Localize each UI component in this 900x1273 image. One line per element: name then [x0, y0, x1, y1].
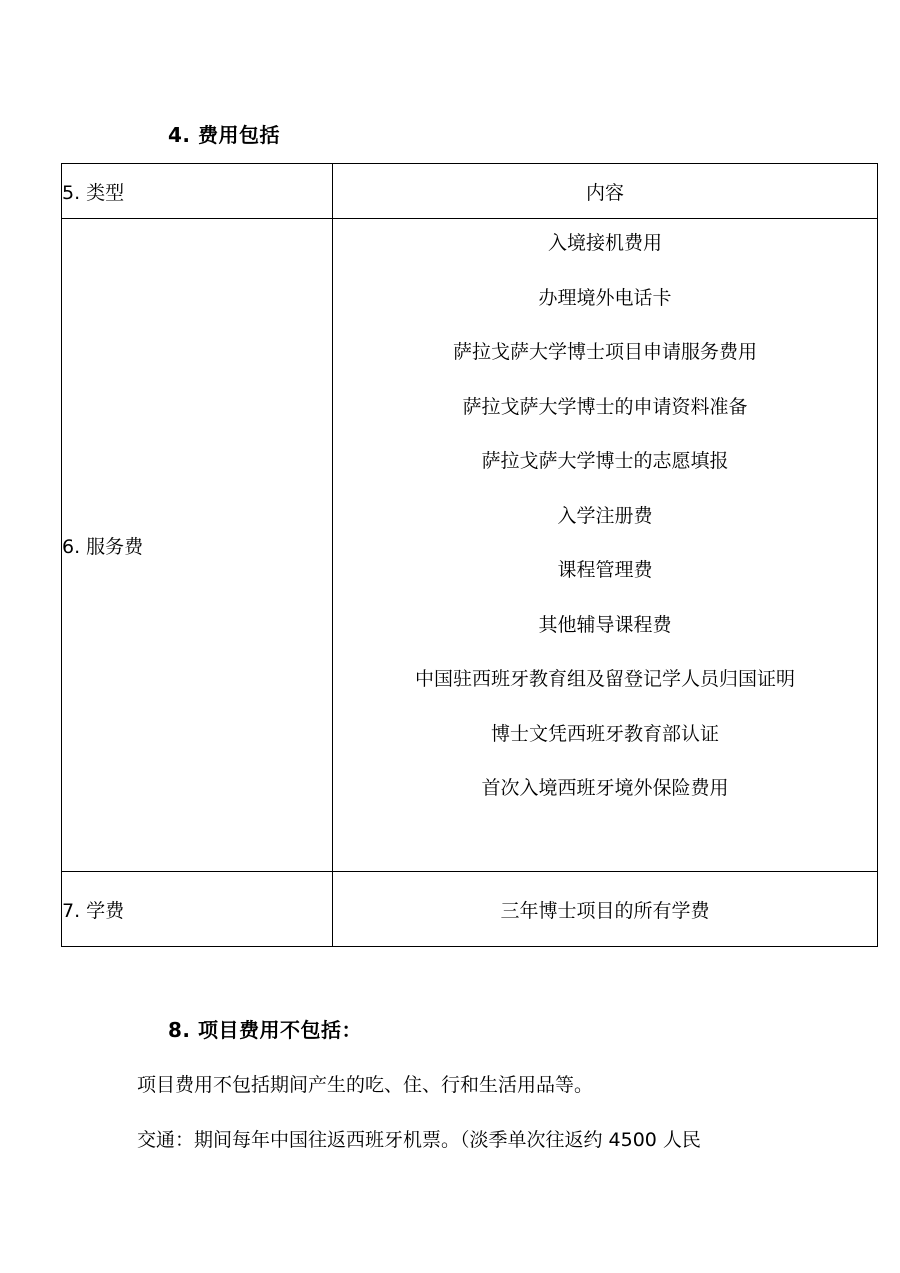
- list-item: 中国驻西班牙教育组及留登记学人员归国证明: [414, 668, 795, 690]
- list-item: 萨拉戈萨大学博士的志愿填报: [481, 450, 729, 472]
- tuition-type-cell: 7. 学费: [62, 872, 333, 947]
- header-content-cell: 内容: [333, 164, 878, 219]
- header-type-cell: 5. 类型: [62, 164, 333, 219]
- section-heading-fee-excluded: 8. 项目费用不包括：: [168, 1018, 362, 1042]
- list-item: 首次入境西班牙境外保险费用: [481, 777, 729, 799]
- table-header-row: [62, 164, 878, 219]
- list-item: 入学注册费: [557, 504, 653, 527]
- service-fee-item-list: [333, 219, 877, 831]
- paragraph-excluded-transport: 交通：期间每年中国往返西班牙机票。（淡季单次往返约 4500 人民: [137, 1129, 701, 1151]
- list-item: 入境接机费用: [547, 232, 662, 254]
- tuition-content-cell: 三年博士项目的所有学费: [333, 872, 878, 947]
- table-row-service-fee: [62, 219, 878, 872]
- service-fee-type-cell: 6. 服务费: [62, 219, 333, 872]
- paragraph-excluded-living-costs: 项目费用不包括期间产生的吃、住、行和生活用品等。: [137, 1074, 594, 1096]
- service-fee-content-cell: [333, 219, 878, 872]
- list-item: 其他辅导课程费: [538, 613, 672, 636]
- table-row-tuition: [62, 872, 878, 947]
- list-item: 博士文凭西班牙教育部认证: [490, 722, 719, 745]
- section-heading-fee-included: 4. 费用包括: [168, 123, 280, 147]
- list-item: 办理境外电话卡: [538, 286, 672, 309]
- list-item: 课程管理费: [557, 559, 653, 581]
- fee-table: [61, 163, 878, 947]
- list-item: 萨拉戈萨大学博士项目申请服务费用: [452, 341, 757, 363]
- list-item: 萨拉戈萨大学博士的申请资料准备: [462, 395, 748, 418]
